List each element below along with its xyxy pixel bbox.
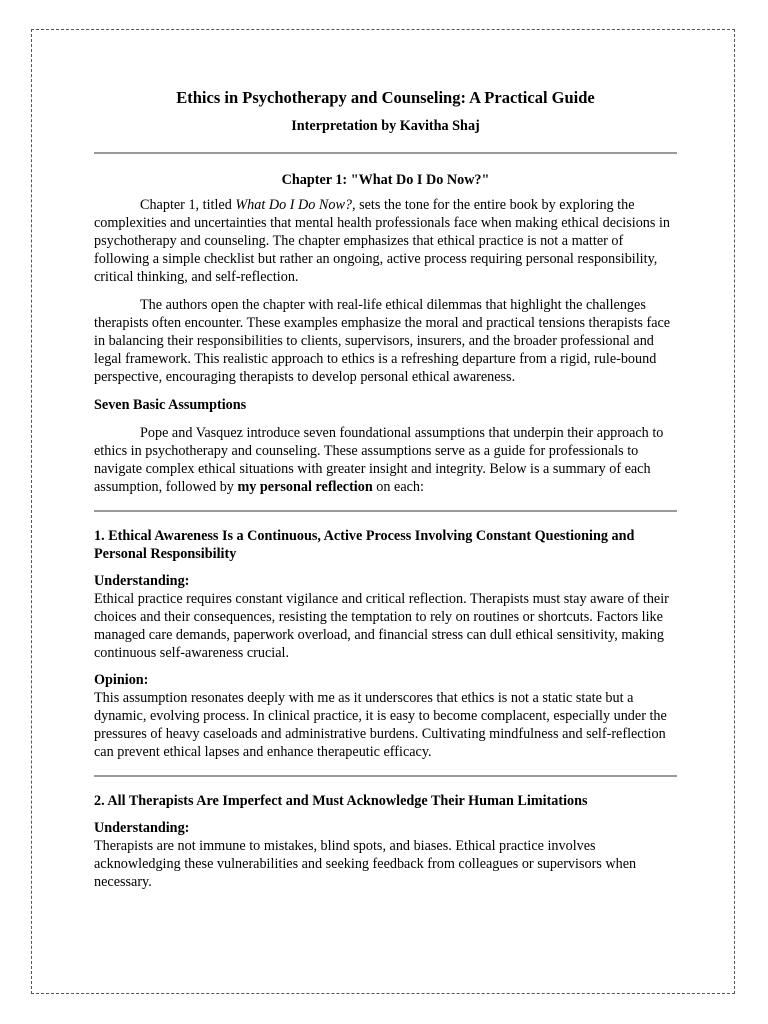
book-title-italic: What Do I Do Now? [235,197,353,213]
divider [94,775,677,777]
document-body [94,88,677,891]
assumptions-bold: my personal reflection [237,479,373,495]
section-1-understanding-label: Understanding: [94,573,190,589]
document-subtitle: Interpretation by Kavitha Shaj [291,118,480,134]
section-1-opinion-label: Opinion: [94,672,149,688]
section-2-title: 2. All Therapists Are Imperfect and Must Acknowledge Their Human Limitations [94,793,588,809]
assumptions-heading: Seven Basic Assumptions [94,397,247,413]
chapter-heading: Chapter 1: "What Do I Do Now?" [281,172,490,188]
intro-paragraph-2: The authors open the chapter with real-life ethical dilemmas that highlight the challenges therapists often encounter. These examples emphasize the moral and practical tensions therapists face in balancing their responsibilities to clients, supervisors, insurers, and the broader professional and legal framework. This realistic approach to ethics is a refreshing departure from a rigid, rule-bound perspective, encouraging therapists to develop personal ethical awareness. [94,297,671,385]
divider [94,510,677,512]
section-1-opinion-text: This assumption resonates deeply with me as it underscores that ethics is not a static state but a dynamic, evolving process. In clinical practice, it is easy to become complacent, especially under the pressures of heavy caseloads and administrative burdens. Cultivating mindfulness and self-reflection can prevent ethical lapses and enhance therapeutic efficacy. [94,690,667,760]
divider [94,152,677,154]
section-2-understanding-text: Therapists are not immune to mistakes, blind spots, and biases. Ethical practice involves acknowledging these vulnerabilities and seeking feedback from colleagues or supervisors when necessary. [94,838,637,890]
document-title: Ethics in Psychotherapy and Counseling: A Practical Guide [176,88,595,107]
assumptions-text: Pope and Vasquez introduce seven foundational assumptions that underpin their approach to ethics in psychotherapy and counseling. These assumptions serve as a guide for professionals to navigate complex ethical situations with greater insight and integrity. Below is a summary of each assumption, followed by [94,425,664,495]
intro-text: , sets the tone for the entire book by exploring the complexities and uncertainties that mental health professionals face when making ethical decisions in psychotherapy and counseling. The chapter emphasizes that ethical practice is not a matter of following a simple checklist but rather an ongoing, active process requiring personal responsibility, critical thinking, and self-reflection. [94,197,670,285]
assumptions-paragraph [94,424,677,496]
intro-paragraph-1 [94,196,677,286]
document-page [31,29,735,994]
section-1-understanding-text: Ethical practice requires constant vigilance and critical reflection. Therapists must stay aware of their choices and their consequences, resisting the temptation to rely on routines or shortcuts. Factors like managed care demands, paperwork overload, and financial stress can dull ethical sensitivity, making continuous self-awareness crucial. [94,591,669,661]
assumptions-text: on each: [372,479,424,495]
section-2-understanding-label: Understanding: [94,820,190,836]
section-1-title: 1. Ethical Awareness Is a Continuous, Active Process Involving Constant Questioning and Personal Responsibility [94,528,635,562]
intro-text: Chapter 1, titled [140,197,236,213]
